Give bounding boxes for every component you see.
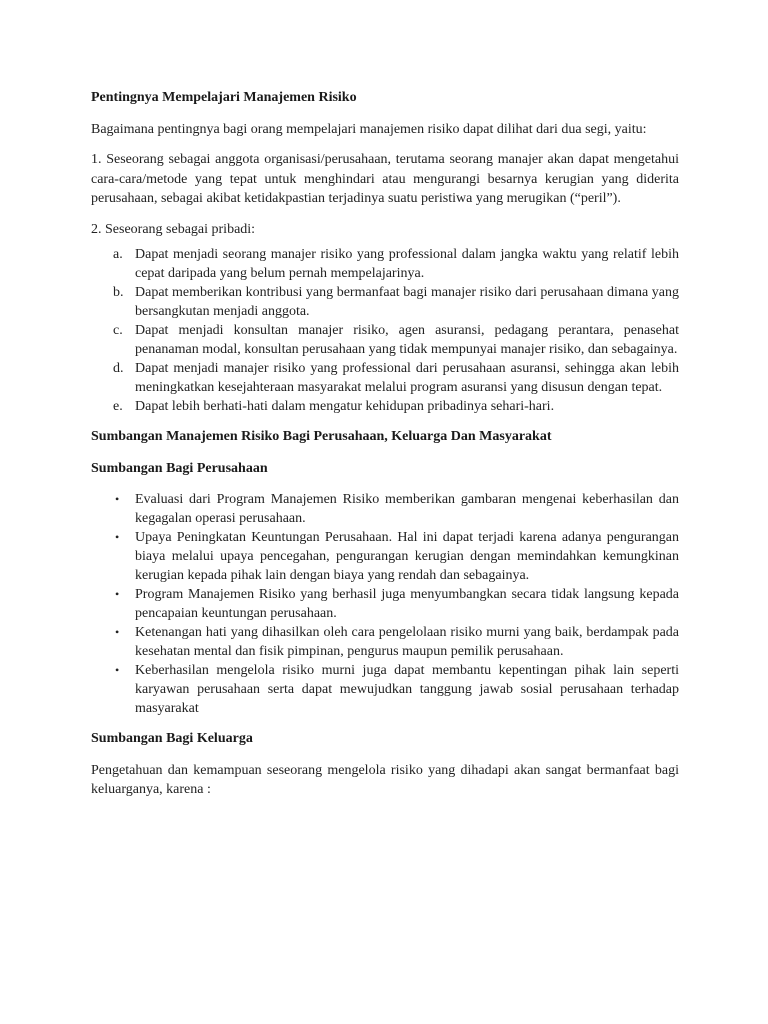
point-2-list xyxy=(91,245,679,416)
family-paragraph: Pengetahuan dan kemampuan seseorang mengelola risiko yang dihadapi akan sangat bermanfaat bagi keluarganya, karena : xyxy=(91,762,679,797)
list-item-text: Dapat memberikan kontribusi yang bermanfaat bagi manajer risiko dari perusahaan dimana yang bersangkutan menjadi anggota. xyxy=(135,285,679,319)
list-item-text: Program Manajemen Risiko yang berhasil juga menyumbangkan secara tidak langsung kepada pencapaian keuntungan perusahaan. xyxy=(135,587,679,621)
bullet-icon: • xyxy=(115,587,120,601)
section-heading-contributions: Sumbangan Manajemen Risiko Bagi Perusahaan, Keluarga Dan Masyarakat xyxy=(91,429,552,444)
company-bullet-list xyxy=(91,490,679,718)
list-item xyxy=(91,661,679,718)
document-title: Pentingnya Mempelajari Manajemen Risiko xyxy=(91,90,357,105)
list-item xyxy=(91,283,679,321)
list-item-text: Ketenangan hati yang dihasilkan oleh cara pengelolaan risiko murni yang baik, berdampak pada kesehatan mental dan fisik pimpinan, pengurus maupun pemilik perusahaan. xyxy=(135,625,679,659)
document-page xyxy=(91,88,679,811)
list-item-text: Dapat menjadi manajer risiko yang professional dari perusahaan asuransi, sehingga akan lebih meningkatkan kesejahteraan masyarakat melalui program asuransi yang disusun dengan tepat. xyxy=(135,361,679,395)
bullet-icon: • xyxy=(115,625,120,639)
subsection-heading-family: Sumbangan Bagi Keluarga xyxy=(91,731,253,746)
bullet-icon: • xyxy=(115,663,120,677)
list-item xyxy=(91,623,679,661)
list-marker: d. xyxy=(113,361,124,376)
list-item xyxy=(91,321,679,359)
list-marker: b. xyxy=(113,285,124,300)
list-item-text: Evaluasi dari Program Manajemen Risiko memberikan gambaran mengenai keberhasilan dan kegagalan operasi perusahaan. xyxy=(135,492,679,526)
list-marker: a. xyxy=(113,247,123,262)
list-item xyxy=(91,585,679,623)
list-item-text: Dapat lebih berhati-hati dalam mengatur kehidupan pribadinya sehari-hari. xyxy=(135,399,555,414)
bullet-icon: • xyxy=(115,530,120,544)
list-item xyxy=(91,359,679,397)
list-item-text: Dapat menjadi konsultan manajer risiko, agen asuransi, pedagang perantara, penasehat penanaman modal, konsultan perusahaan yang tidak mempunyai manajer risiko, dan sebagainya. xyxy=(135,323,679,357)
list-marker: c. xyxy=(113,323,123,338)
intro-paragraph: Bagaimana pentingnya bagi orang mempelajari manajemen risiko dapat dilihat dari dua segi, yaitu: xyxy=(91,121,647,137)
subsection-heading-company: Sumbangan Bagi Perusahaan xyxy=(91,460,268,476)
list-item xyxy=(91,397,679,416)
point-2-paragraph: 2. Seseorang sebagai pribadi: xyxy=(91,221,256,237)
list-item xyxy=(91,245,679,283)
list-marker: e. xyxy=(113,399,123,414)
bullet-icon: • xyxy=(115,492,120,506)
point-1-paragraph: 1. Seseorang sebagai anggota organisasi/perusahaan, terutama seorang manajer akan dapat mengetahui cara-cara/metode yang tepat untuk menghindari atau mengurangi besarnya kerugian yang diderita perusahaan, sebagai akibat ketidakpastian terjadinya suatu peristiwa yang merugikan (“peril”). xyxy=(91,152,679,206)
list-item-text: Dapat menjadi seorang manajer risiko yang professional dalam jangka waktu yang relatif lebih cepat daripada yang belum pernah mempelajarinya. xyxy=(135,247,679,281)
list-item xyxy=(91,528,679,585)
list-item xyxy=(91,490,679,528)
list-item-text: Keberhasilan mengelola risiko murni juga dapat membantu kepentingan pihak lain seperti karyawan perusahaan serta dapat mewujudkan tanggung jawab sosial perusahaan terhadap masyarakat xyxy=(135,663,679,716)
list-item-text: Upaya Peningkatan Keuntungan Perusahaan. Hal ini dapat terjadi karena adanya pengurangan biaya melalui upaya pencegahan, pengurangan kerugian dengan memindahkan kemungkinan kerugian kepada pihak lain dengan biaya yang rendah dan sebagainya. xyxy=(135,530,679,583)
